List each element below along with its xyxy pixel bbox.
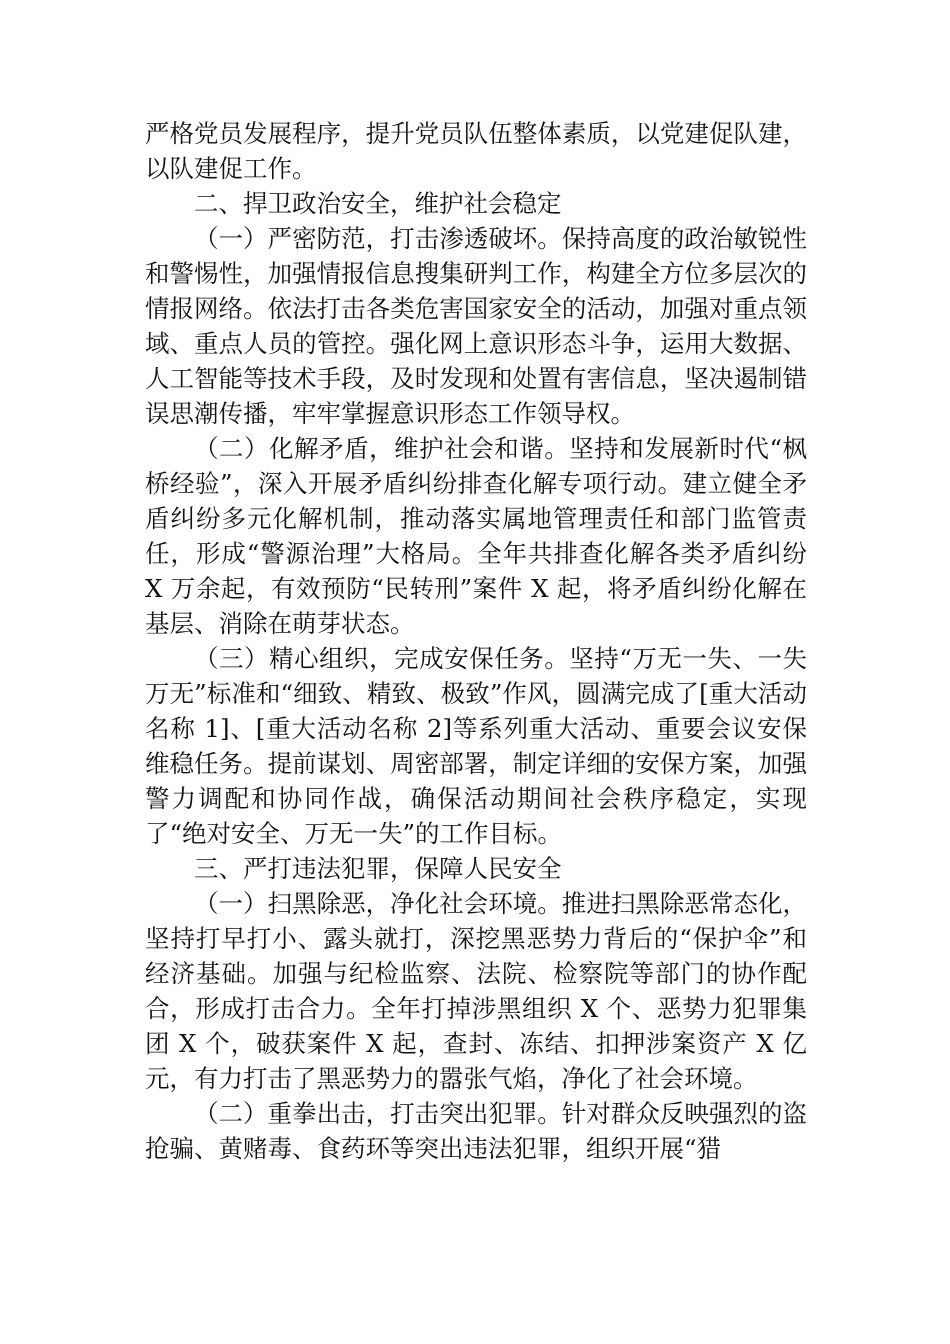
paragraph-continuation: 严格党员发展程序，提升党员队伍整体素质，以党建促队建，以队建促工作。 <box>145 119 807 183</box>
paragraph-3-1: （一）扫黑除恶，净化社会环境。推进扫黑除恶常态化，坚持打早打小、露头就打，深挖黑恶势力背后的“保护伞”和经济基础。加强与纪检监察、法院、检察院等部门的协作配合，形成打击合力。全年打掉涉黑组织 X 个、恶势力犯罪集团 X 个，破获案件 X 起，查封、冻结、扣押涉案资产 X 亿元，有力打击了黑恶势力的嚣张气焰，净化了社会环境。 <box>145 889 807 1093</box>
section-heading-2: 二、捍卫政治安全，维护社会稳定 <box>194 189 562 218</box>
paragraph-3-2: （二）重拳出击，打击突出犯罪。针对群众反映强烈的盗抢骗、黄赌毒、食药环等突出违法犯罪，组织开展“猎 <box>145 1099 807 1163</box>
section-heading-3: 三、严打违法犯罪，保障人民安全 <box>194 854 562 883</box>
paragraph-2-2: （二）化解矛盾，维护社会和谐。坚持和发展新时代“枫桥经验”，深入开展矛盾纠纷排查化解专项行动。建立健全矛盾纠纷多元化解机制，推动落实属地管理责任和部门监管责任，形成“警源治理”大格局。全年共排查化解各类矛盾纠纷 X 万余起，有效预防“民转刑”案件 X 起，将矛盾纠纷化解在基层、消除在萌芽状态。 <box>145 434 807 638</box>
paragraph-2-1: （一）严密防范，打击渗透破坏。保持高度的政治敏锐性和警惕性，加强情报信息搜集研判工作，构建全方位多层次的情报网络。依法打击各类危害国家安全的活动，加强对重点领域、重点人员的管控。强化网上意识形态斗争，运用大数据、人工智能等技术手段，及时发现和处置有害信息，坚决遏制错误思潮传播，牢牢掌握意识形态工作领导权。 <box>145 224 807 428</box>
paragraph-2-3: （三）精心组织，完成安保任务。坚持“万无一失、一失万无”标准和“细致、精致、极致”作风，圆满完成了[重大活动名称 1]、[重大活动名称 2]等系列重大活动、重要会议安保维稳任务。提前谋划、周密部署，制定详细的安保方案，加强警力调配和协同作战，确保活动期间社会秩序稳定，实现了“绝对安全、万无一失”的工作目标。 <box>145 644 807 848</box>
document-body <box>145 116 807 1166</box>
